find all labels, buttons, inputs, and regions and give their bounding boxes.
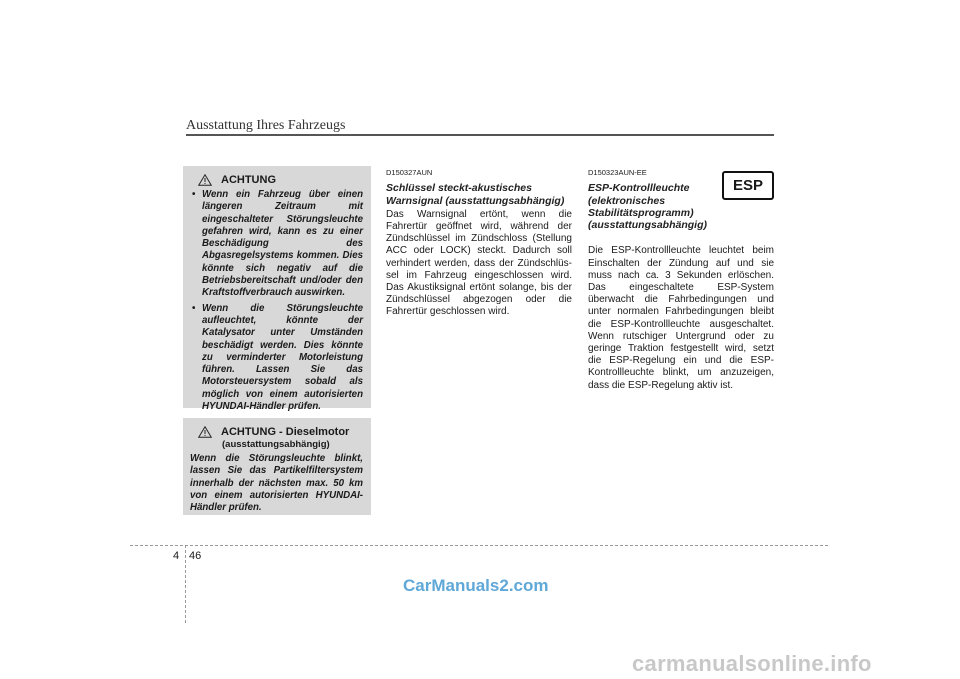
esp-indicator-icon: ESP — [722, 171, 774, 200]
warning-heading — [198, 174, 363, 186]
section-code: D150323AUN-EE — [588, 168, 647, 177]
warning-heading-label: ACHTUNG — [221, 174, 276, 186]
warning-box-diesel — [183, 418, 371, 515]
page-header-title: Ausstattung Ihres Fahrzeugs — [186, 118, 346, 133]
warning-triangle-icon — [198, 174, 212, 186]
chapter-number: 4 — [173, 550, 180, 562]
header-rule — [186, 134, 774, 136]
warning-subheading: (ausstattungsabhängig) — [222, 439, 330, 450]
watermark-carmanualsonline: carmanualsonline.info — [632, 651, 872, 676]
section-body: Die ESP-Kontrollleuchte leuchtet beim Einschalten der Zündung auf und sie muss nach ca. 3 Sekunden erlöschen. Das eingeschaltete ESP-System überwacht die Fahrbedingungen und unter normalen Fahrbedingungen bleibt die ESP-Kontrollleuchte ausgeschaltet. Wenn rutschiger Untergrund oder zu geringe Traktion festgestellt wird, setzt die ESP-Regelung ein und die ESP-Kontrollleuchte blinkt, um anzuzeigen, dass die ESP-Regelung aktiv ist. — [588, 245, 774, 391]
warning-heading — [198, 426, 363, 438]
watermark-carmanuals: CarManuals2.com — [403, 576, 549, 595]
section-key-warning — [386, 167, 572, 319]
warning-heading-label: ACHTUNG - Dieselmotor — [221, 426, 350, 438]
warning-item: • Wenn ein Fahrzeug über einen längeren Zeitraum mit eingeschalteter Störungsleuchte gefahren wird, kann es zu einer Beschädigung des Abgasregelsystems kommen. Dies könnte sich negativ auf die Betriebsbereitschaft und/oder den Kraftstoffverbrauch auswirken. — [192, 189, 363, 299]
section-code: D150327AUN — [386, 168, 433, 177]
section-title: ESP-Kontrollleuchte (elektronisches Stabilitätsprogramm) (ausstattungsabhängig) — [588, 182, 708, 232]
warning-triangle-icon — [198, 426, 212, 438]
section-esp — [588, 167, 774, 392]
warning-item: • Wenn die Störungsleuchte aufleuchtet, könnte der Katalysator unter Umständen beschädigt werden. Dies könnte zu verminderter Motorleistung führen. Lassen Sie das Motorsteuersystem sobald als möglich von einem autorisierten HYUNDAI-Händler prüfen. — [192, 302, 363, 413]
footer-vertical-rule — [185, 545, 186, 623]
section-body: Das Warnsignal ertönt, wenn die Fahrertür geöffnet wird, während der Zündschlüssel im Zündschloss (Stellung ACC oder LOCK) steckt. Dadurch soll verhindert werden, dass der Zündschlüs-sel im Fahrzeug eingeschlossen wird. Das Akustiksignal ertönt solange, bis der Zündschlüssel abgezogen oder die Fahrertür geschlossen wird. — [386, 208, 572, 318]
section-title: Schlüssel steckt-akustisches Warnsignal (ausstattungsabhängig) — [386, 182, 565, 207]
warning-box-general — [183, 166, 371, 413]
footer-rule — [130, 545, 828, 546]
warning-text: Wenn die Störungsleuchte blinkt, lassen Sie das Partikelfiltersystem innerhalb der nächsten max. 50 km von einem autorisierten HYUNDAI-Händler prüfen. — [190, 453, 363, 514]
page-number: 46 — [189, 550, 202, 562]
